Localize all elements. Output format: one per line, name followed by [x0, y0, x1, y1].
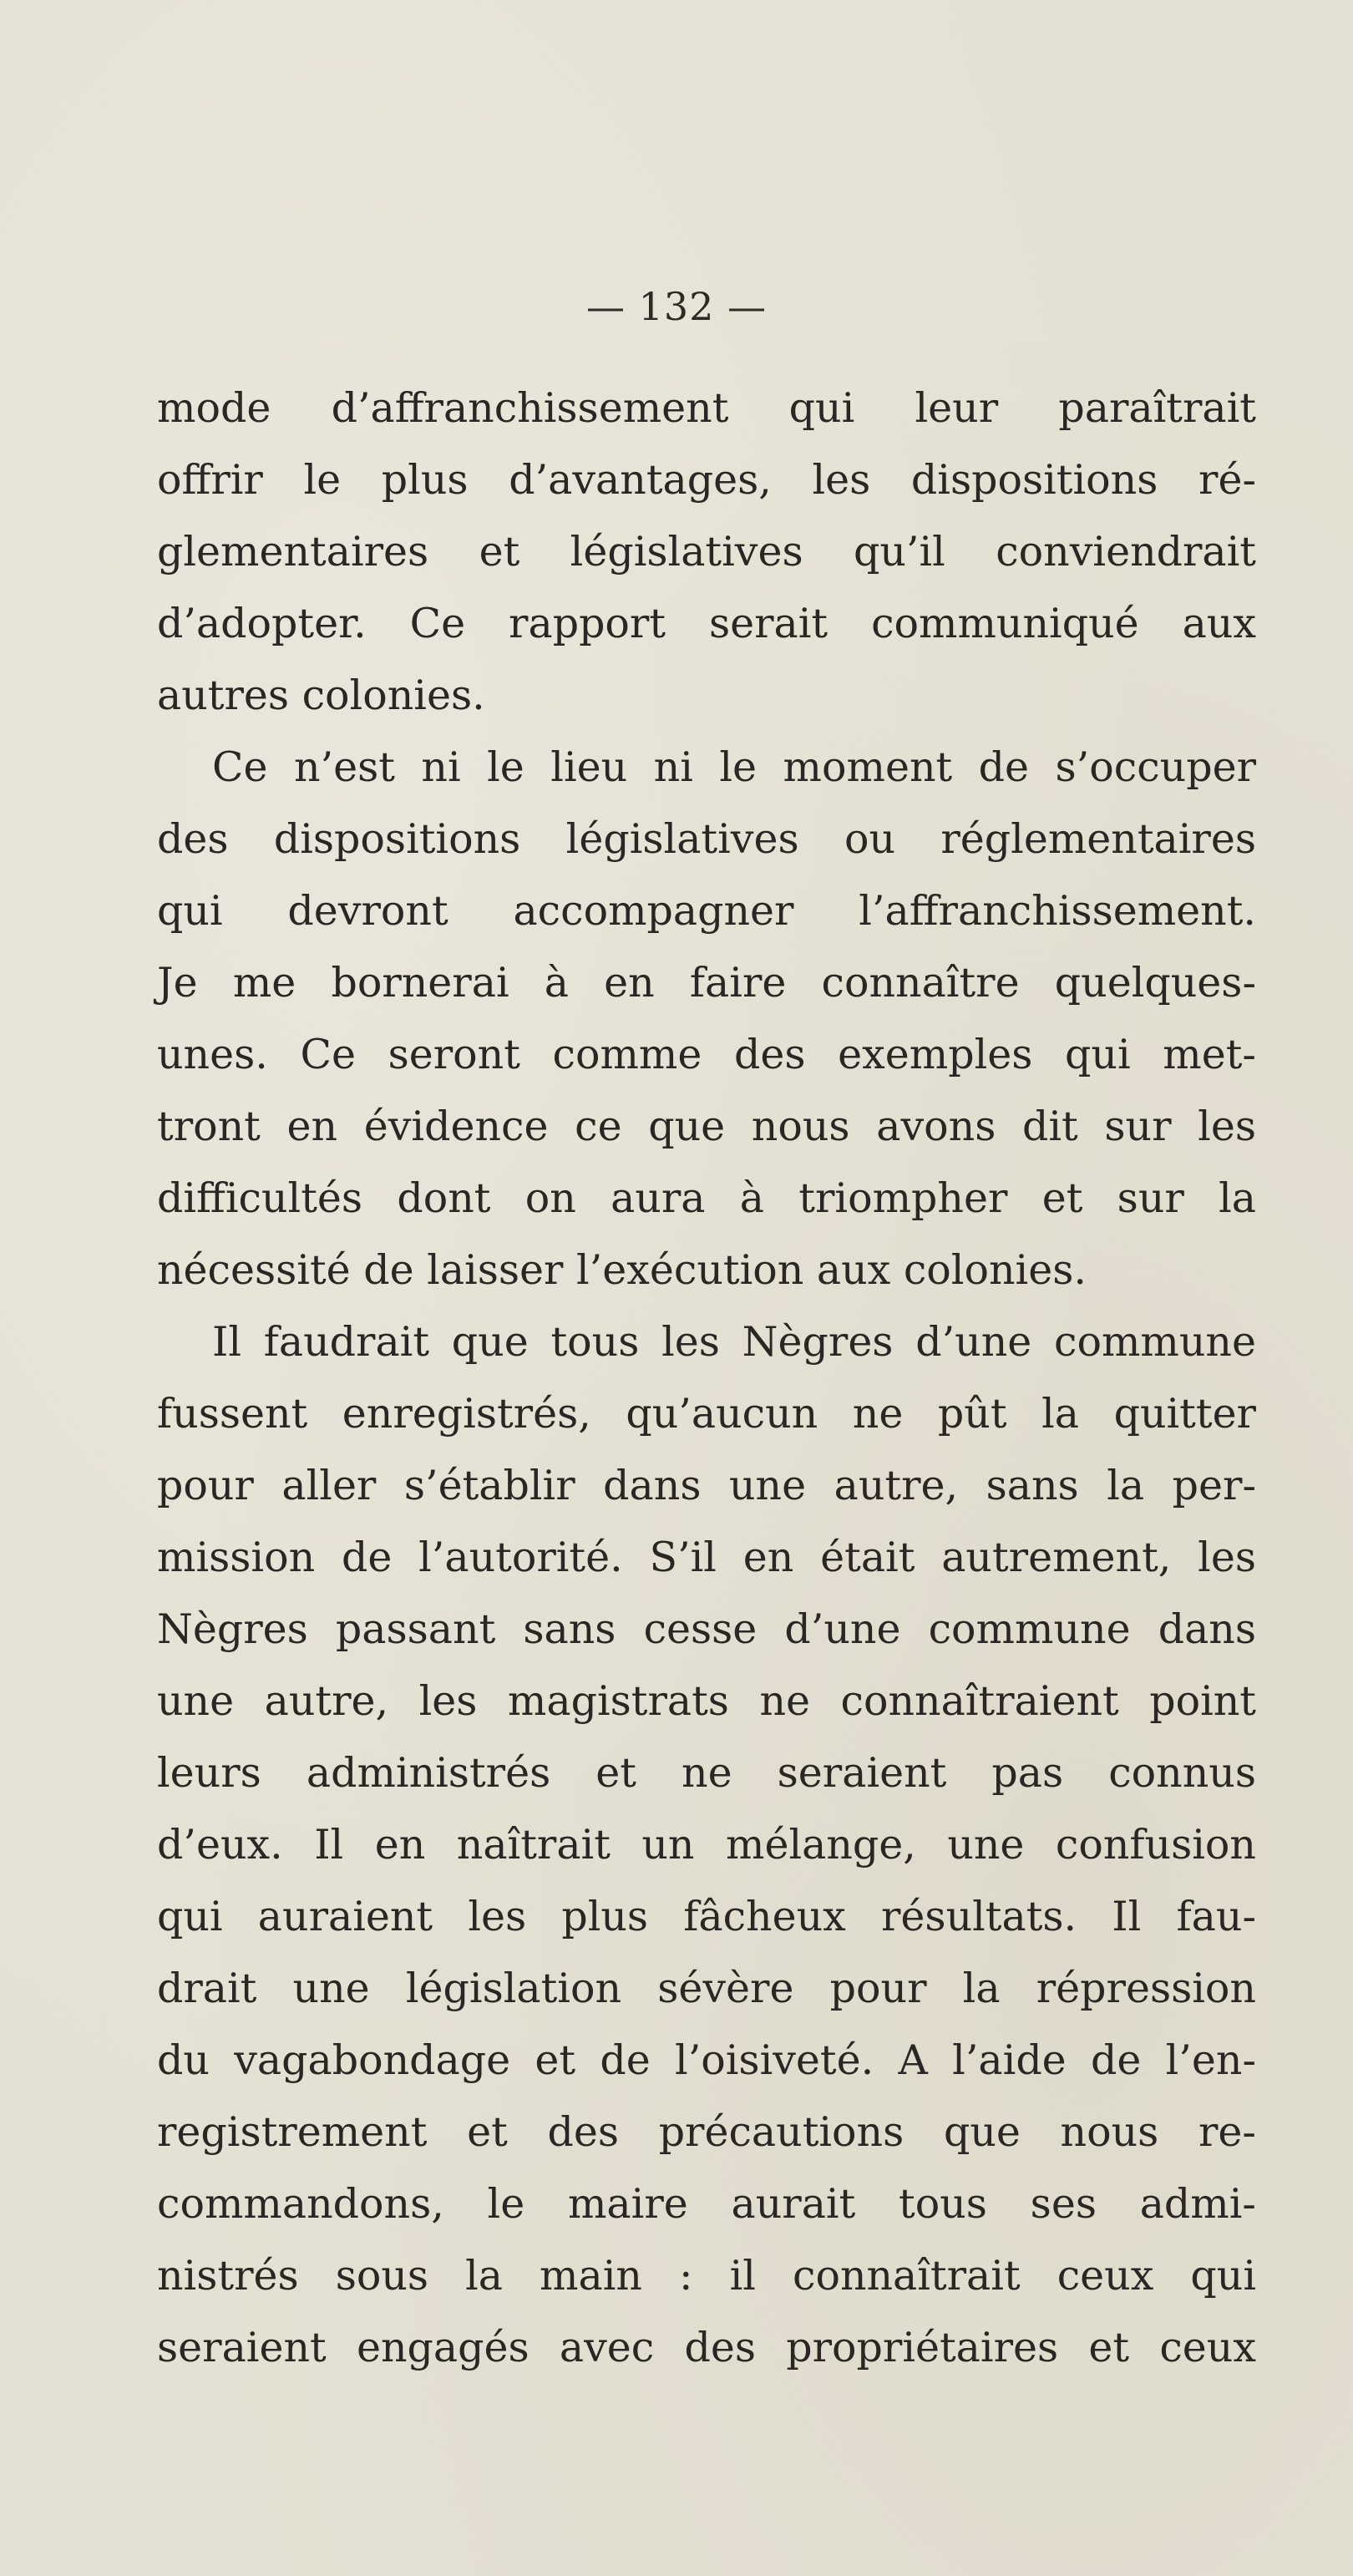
text-line: nécessité de laisser l’exécution aux colonies. — [157, 1246, 1087, 1294]
text-line: qui auraient les plus fâcheux résultats. Il fau- — [157, 1893, 1256, 1940]
body-text — [157, 373, 1256, 2384]
text-line: d’adopter. Ce rapport serait communiqué aux — [157, 600, 1256, 647]
text-line: mode d’affranchissement qui leur paraîtrait — [157, 384, 1256, 432]
text-line: offrir le plus d’avantages, les dispositions ré- — [157, 456, 1256, 504]
text-line: pour aller s’établir dans une autre, sans la per- — [157, 1462, 1256, 1509]
text-line: mission de l’autorité. S’il en était autrement, les — [157, 1534, 1256, 1581]
text-line: autres colonies. — [157, 672, 485, 719]
text-line: glementaires et législatives qu’il conviendrait — [157, 528, 1256, 576]
text-line: difficultés dont on aura à triompher et sur la — [157, 1174, 1256, 1222]
text-line: du vagabondage et de l’oisiveté. A l’aide de l’en- — [157, 2036, 1256, 2084]
text-line: Il faudrait que tous les Nègres d’une commune — [212, 1318, 1256, 1366]
text-line: registrement et des précautions que nous re- — [157, 2108, 1256, 2156]
text-line: une autre, les magistrats ne connaîtraient point — [157, 1677, 1256, 1725]
text-line: nistrés sous la main : il connaîtrait ceux qui — [157, 2252, 1256, 2300]
text-line: leurs administrés et ne seraient pas connus — [157, 1749, 1256, 1797]
text-line: Je me bornerai à en faire connaître quelques- — [157, 959, 1256, 1007]
text-line: Ce n’est ni le lieu ni le moment de s’occuper — [212, 743, 1256, 791]
text-line: qui devront accompagner l’affranchissement. — [157, 887, 1256, 935]
text-line: commandons, le maire aurait tous ses admi- — [157, 2180, 1256, 2228]
text-line: fussent enregistrés, qu’aucun ne pût la quitter — [157, 1390, 1256, 1438]
text-line: d’eux. Il en naîtrait un mélange, une confusion — [157, 1821, 1256, 1869]
text-line: unes. Ce seront comme des exemples qui met- — [157, 1031, 1256, 1078]
text-line: tront en évidence ce que nous avons dit sur les — [157, 1103, 1256, 1150]
text-line: des dispositions législatives ou réglementaires — [157, 815, 1256, 863]
page-number: — 132 — — [585, 284, 768, 329]
text-line: Nègres passant sans cesse d’une commune dans — [157, 1605, 1256, 1653]
text-line: drait une législation sévère pour la répression — [157, 1965, 1256, 2012]
text-line: seraient engagés avec des propriétaires et ceux — [157, 2324, 1256, 2371]
